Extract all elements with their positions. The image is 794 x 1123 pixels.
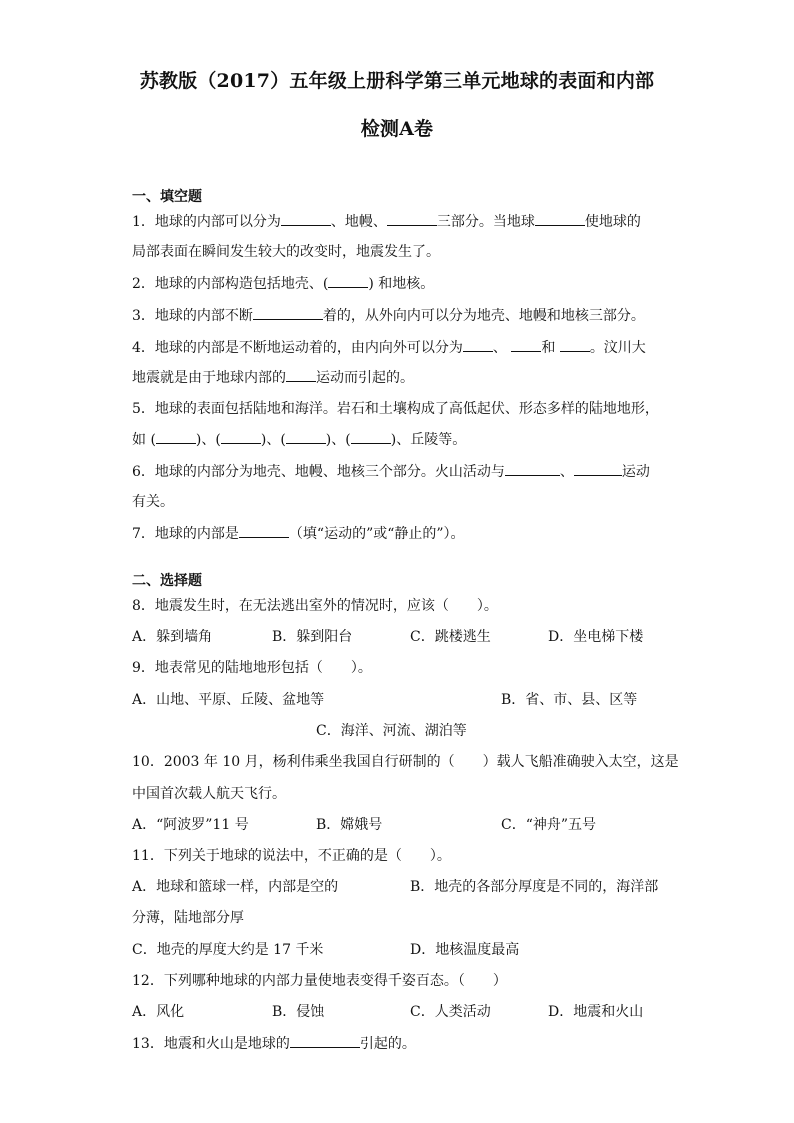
answer-blank[interactable] bbox=[463, 337, 493, 352]
answer-blank[interactable] bbox=[286, 429, 326, 444]
question-11: 11．下列关于地球的说法中，不正确的是（ ）。 bbox=[132, 848, 451, 864]
section-heading-multiple-choice: 二、选择题 bbox=[132, 573, 202, 589]
option-12a[interactable]: A．风化 bbox=[132, 1004, 185, 1020]
question-12: 12．下列哪种地球的内部力量使地表变得千姿百态。（ ） bbox=[132, 973, 507, 989]
answer-blank[interactable] bbox=[328, 273, 368, 288]
answer-blank[interactable] bbox=[535, 211, 585, 226]
question-1: 1．地球的内部可以分为 、地幔、 三部分。当地球 使地球的 bbox=[132, 211, 672, 232]
question-4: 4．地球的内部是不断地运动着的，由内向外可以分为 、 和 。汶川大 bbox=[132, 337, 672, 358]
question-6-continued: 有关。 bbox=[132, 494, 174, 510]
answer-blank[interactable] bbox=[387, 211, 437, 226]
option-9a[interactable]: A．山地、平原、丘陵、盆地等 bbox=[132, 692, 325, 708]
question-10: 10．2003 年 10 月，杨利伟乘坐我国自行研制的（ ）载人飞船准确驶入太空，这是 bbox=[132, 754, 679, 770]
option-9b[interactable]: B．省、市、县、区等 bbox=[501, 692, 638, 708]
question-2: 2．地球的内部构造包括地壳、( ) 和地核。 bbox=[132, 273, 672, 294]
option-10b[interactable]: B．嫦娥号 bbox=[316, 817, 383, 833]
option-10a[interactable]: A．“阿波罗”11 号 bbox=[132, 817, 249, 833]
question-4-continued: 地震就是由于地球内部的 运动而引起的。 bbox=[132, 367, 672, 388]
option-12b[interactable]: B．侵蚀 bbox=[272, 1004, 325, 1020]
option-12c[interactable]: C．人类活动 bbox=[410, 1004, 491, 1020]
question-8: 8．地震发生时，在无法逃出室外的情况时，应该（ ）。 bbox=[132, 598, 498, 614]
answer-blank[interactable] bbox=[221, 429, 261, 444]
question-3: 3．地球的内部不断 着的，从外向内可以分为地壳、地幔和地核三部分。 bbox=[132, 305, 672, 326]
option-11b-continued: 分薄，陆地部分厚 bbox=[132, 910, 244, 926]
option-11b[interactable]: B．地壳的各部分厚度是不同的，海洋部 bbox=[410, 879, 659, 895]
section-heading-fill-in: 一、填空题 bbox=[132, 189, 202, 205]
question-13: 13．地震和火山是地球的 引起的。 bbox=[132, 1033, 672, 1054]
answer-blank[interactable] bbox=[239, 523, 289, 538]
question-5: 5．地球的表面包括陆地和海洋。岩石和土壤构成了高低起伏、形态多样的陆地地形， bbox=[132, 401, 659, 417]
option-8d[interactable]: D．坐电梯下楼 bbox=[548, 629, 644, 645]
answer-blank[interactable] bbox=[286, 367, 316, 382]
answer-blank[interactable] bbox=[574, 461, 622, 476]
question-10-continued: 中国首次载人航天飞行。 bbox=[132, 786, 286, 802]
answer-blank[interactable] bbox=[290, 1033, 360, 1048]
option-11d[interactable]: D．地核温度最高 bbox=[410, 942, 520, 958]
option-12d[interactable]: D．地震和火山 bbox=[548, 1004, 644, 1020]
option-9c[interactable]: C．海洋、河流、湖泊等 bbox=[316, 723, 467, 739]
question-7: 7．地球的内部是 （填“运动的”或“静止的”）。 bbox=[132, 523, 672, 544]
option-8a[interactable]: A．躲到墙角 bbox=[132, 629, 213, 645]
document-title: 苏教版（2017）五年级上册科学第三单元地球的表面和内部 bbox=[139, 70, 655, 92]
question-5-continued: 如 ( )、( )、( )、( )、丘陵等。 bbox=[132, 429, 672, 450]
answer-blank[interactable] bbox=[156, 429, 196, 444]
answer-blank[interactable] bbox=[505, 461, 560, 476]
option-10c[interactable]: C．“神舟”五号 bbox=[501, 817, 597, 833]
option-11a[interactable]: A．地球和篮球一样，内部是空的 bbox=[132, 879, 339, 895]
question-9: 9．地表常见的陆地地形包括（ ）。 bbox=[132, 660, 372, 676]
answer-blank[interactable] bbox=[511, 337, 541, 352]
question-1-continued: 局部表面在瞬间发生较大的改变时，地震发生了。 bbox=[132, 244, 440, 260]
option-8c[interactable]: C．跳楼逃生 bbox=[410, 629, 491, 645]
answer-blank[interactable] bbox=[281, 211, 331, 226]
option-11c[interactable]: C．地壳的厚度大约是 17 千米 bbox=[132, 942, 324, 958]
answer-blank[interactable] bbox=[253, 305, 323, 320]
answer-blank[interactable] bbox=[560, 337, 590, 352]
document-subtitle: 检测A卷 bbox=[360, 118, 434, 140]
question-6: 6．地球的内部分为地壳、地幔、地核三个部分。火山活动与 、 运动 bbox=[132, 461, 672, 482]
answer-blank[interactable] bbox=[351, 429, 391, 444]
option-8b[interactable]: B．躲到阳台 bbox=[272, 629, 353, 645]
